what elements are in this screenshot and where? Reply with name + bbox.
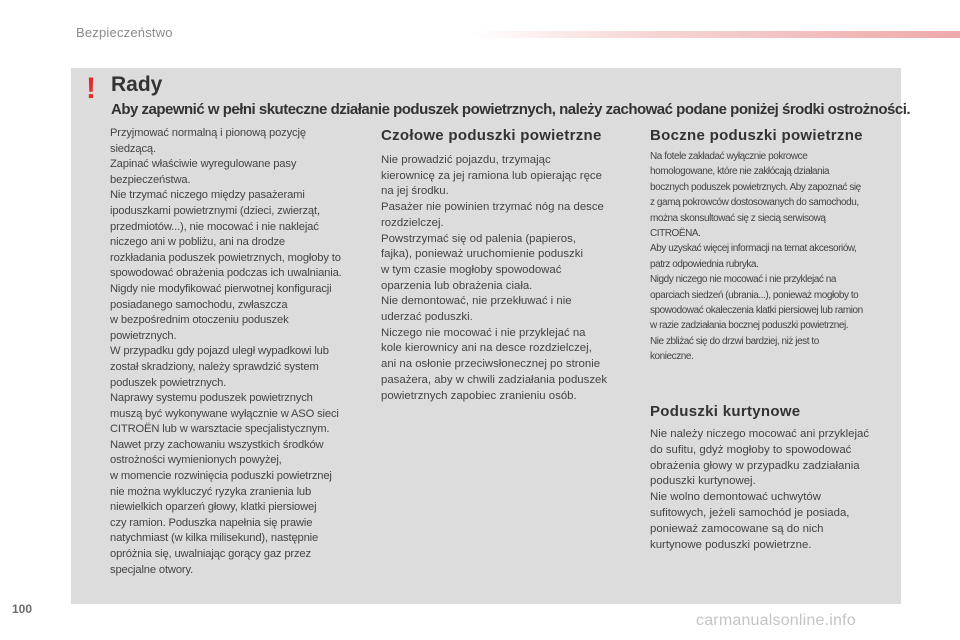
side-airbags-column (650, 149, 900, 365)
frontal-airbags-heading: Czołowe poduszki powietrzne (381, 127, 602, 144)
curtain-airbags-column (650, 427, 890, 553)
curtain-airbags-heading: Poduszki kurtynowe (650, 403, 801, 420)
frontal-airbags-column (381, 153, 631, 404)
side-airbags-text: Na fotele zakładać wyłącznie pokrowce homologowane, które nie zakłócają działania bocznych poduszek powietrznych. Aby zapoznać się z gamą pokrowców dostosowanych do samochodu, można skonsultować się z siecią serwisową CITROËNA. Aby uzyskać więcej informacji na temat akcesoriów, patrz odpowiednia rubryka. Nigdy niczego nie mocować i nie przyklejać na oparciach siedzeń (ubrania...), ponieważ mogłoby to spowodować okaleczenia klatki piersiowej lub ramion w razie zadziałania bocznej poduszki powietrznej. Nie zbliżać się do drzwi bardziej, niż jest to konieczne. (650, 151, 863, 363)
header-accent-bar (470, 31, 960, 38)
exclamation-icon: ! (86, 72, 96, 105)
panel-title: Rady (111, 73, 163, 96)
panel-subtitle: Aby zapewnić w pełni skuteczne działanie poduszek powietrznych, należy zachować podane poniżej środki ostrożności. (111, 101, 911, 118)
general-advice-text: Przyjmować normalną i pionową pozycję siedzącą. Zapinać właściwie wyregulowane pasy bezpieczeństwa. Nie trzymać niczego między pasażerami ipoduszkami powietrznymi (dzieci, zwierząt, przedmiotów...), nie mocować i nie naklejać niczego ani w pobliżu, ani na drodze rozkładania poduszek powietrznych, mogłoby to spowodować obrażenia podczas ich uwalniania. Nigdy nie modyfikować pierwotnej konfiguracji posiadanego samochodu, zwłaszcza w bezpośrednim otoczeniu poduszek powietrznych. W przypadku gdy pojazd uległ wypadkowi lub został skradziony, należy sprawdzić system poduszek powietrznych. Naprawy systemu poduszek powietrznych muszą być wykonywane wyłącznie w ASO sieci CITROËN lub w warsztacie specjalistycznym. Nawet przy zachowaniu wszystkich środków ostrożności wymienionych powyżej, w momencie rozwinięcia poduszki powietrznej nie można wykluczyć ryzyka zranienia lub niewielkich oparzeń głowy, klatki piersiowej czy ramion. Poduszka napełnia się prawie natychmiast (w kilka milisekund), następnie opróżnia się, uwalniając gorący gaz przez specjalne otwory. (110, 127, 342, 576)
curtain-airbags-text: Nie należy niczego mocować ani przyklejać do sufitu, gdyż mogłoby to spowodować obrażenia głowy w przypadku zadziałania poduszki kurtynowej. Nie wolno demontować uchwytów sufitowych, jeżeli samochód je posiada, ponieważ zamocowane są do nich kurtynowe poduszki powietrzne. (650, 428, 870, 551)
page-number: 100 (12, 602, 33, 616)
frontal-airbags-text: Nie prowadzić pojazdu, trzymając kierownicę za jej ramiona lub opierając ręce na jej środku. Pasażer nie powinien trzymać nóg na desce rozdzielczej. Powstrzymać się od palenia (papieros, fajka), ponieważ uruchomienie poduszki w tym czasie mogłoby spowodować oparzenia lub obrażenia ciała. Nie demontować, nie przekłuwać i nie uderzać poduszki. Niczego nie mocować i nie przyklejać na kole kierownicy ani na desce rozdzielczej, ani na osłonie przeciwsłonecznej po stronie pasażera, aby w chwili zadziałania poduszek powietrznych zapobiec zranieniu osób. (381, 154, 608, 402)
general-advice-column (110, 126, 360, 578)
side-airbags-heading: Boczne poduszki powietrzne (650, 127, 863, 144)
watermark: carmanualsonline.info (696, 612, 856, 629)
section-title: Bezpieczeństwo (76, 25, 173, 40)
